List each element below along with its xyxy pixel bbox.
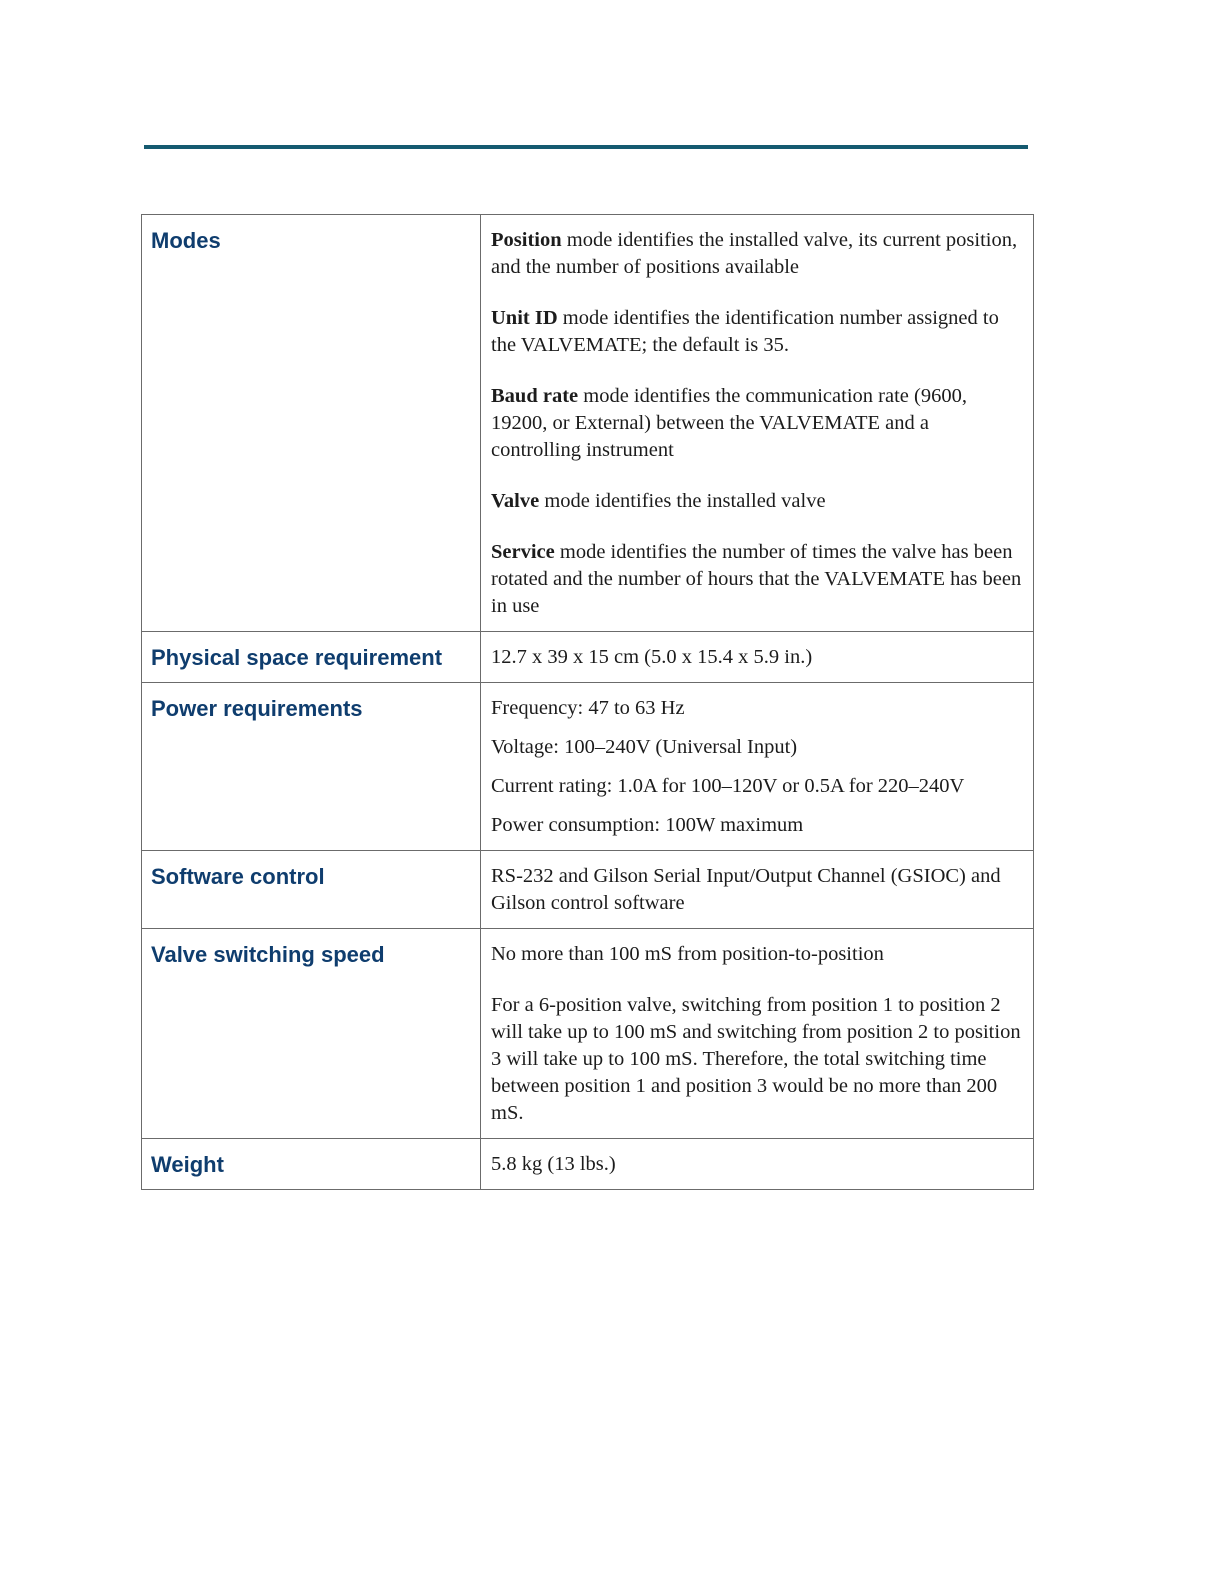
- switching-speed-summary: No more than 100 mS from position-to-position: [491, 943, 884, 965]
- table-row: [142, 683, 1034, 851]
- baud-rate-mode-text: mode identifies the communication rate (9600, 19200, or External) between the VALVEMATE and a controlling instrument: [491, 385, 967, 461]
- power-frequency: Frequency: 47 to 63 Hz: [491, 697, 685, 719]
- table-row: [142, 215, 1034, 632]
- software-control-value: RS-232 and Gilson Serial Input/Output Channel (GSIOC) and Gilson control software: [481, 851, 1034, 929]
- table-row: [142, 632, 1034, 683]
- valve-mode-paragraph: [491, 488, 1023, 515]
- weight-label: Weight: [142, 1139, 481, 1190]
- power-requirements-value: [481, 683, 1034, 851]
- table-row: [142, 851, 1034, 929]
- power-consumption: Power consumption: 100W maximum: [491, 814, 804, 836]
- modes-value: [481, 215, 1034, 632]
- valve-mode-text: mode identifies the installed valve: [539, 490, 826, 512]
- physical-space-value: 12.7 x 39 x 15 cm (5.0 x 15.4 x 5.9 in.): [481, 632, 1034, 683]
- weight-value: 5.8 kg (13 lbs.): [481, 1139, 1034, 1190]
- service-mode-text: mode identifies the number of times the valve has been rotated and the number of hours that the VALVEMATE has been in use: [491, 541, 1022, 617]
- power-requirements-label: Power requirements: [142, 683, 481, 851]
- table-row: [142, 929, 1034, 1139]
- service-mode-term: Service: [491, 541, 555, 563]
- position-mode-term: Position: [491, 229, 562, 251]
- switching-speed-example: For a 6-position valve, switching from position 1 to position 2 will take up to 100 mS and switching from position 2 to position 3 will take up to 100 mS. Therefore, the total switching time between position 1 and position 3 would be no more than 200 mS.: [491, 994, 1021, 1124]
- valve-mode-term: Valve: [491, 490, 540, 512]
- power-current-rating: Current rating: 1.0A for 100–120V or 0.5A for 220–240V: [491, 775, 965, 797]
- table-row: [142, 1139, 1034, 1190]
- modes-label: Modes: [142, 215, 481, 632]
- valve-switching-speed-value: [481, 929, 1034, 1139]
- unit-id-mode-term: Unit ID: [491, 307, 558, 329]
- valve-switching-speed-label: Valve switching speed: [142, 929, 481, 1139]
- power-voltage: Voltage: 100–240V (Universal Input): [491, 736, 798, 758]
- baud-rate-mode-paragraph: [491, 383, 1023, 464]
- service-mode-paragraph: [491, 539, 1023, 620]
- software-control-label: Software control: [142, 851, 481, 929]
- unit-id-mode-text: mode identifies the identification number assigned to the VALVEMATE; the default is 35.: [491, 307, 999, 356]
- position-mode-paragraph: [491, 227, 1023, 281]
- physical-space-label: Physical space requirement: [142, 632, 481, 683]
- specifications-table: [141, 214, 1034, 1190]
- position-mode-text: mode identifies the installed valve, its current position, and the number of positions available: [491, 229, 1018, 278]
- header-rule: [144, 145, 1028, 149]
- unit-id-mode-paragraph: [491, 305, 1023, 359]
- baud-rate-mode-term: Baud rate: [491, 385, 579, 407]
